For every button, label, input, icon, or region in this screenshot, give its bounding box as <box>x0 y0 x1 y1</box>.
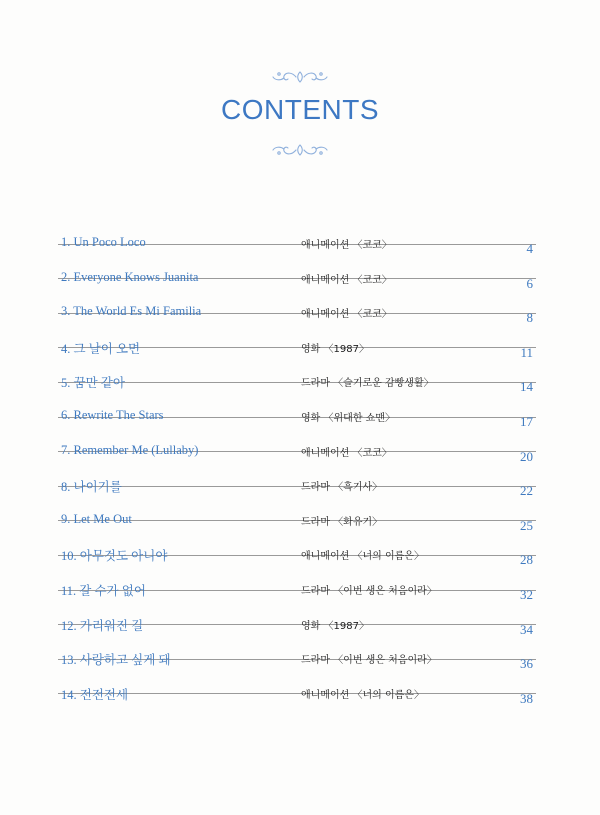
song-title: 2. Everyone Knows Juanita <box>61 269 199 284</box>
page-number: 20 <box>520 448 533 464</box>
toc-rule <box>58 693 536 694</box>
toc-entry[interactable] <box>58 330 536 365</box>
toc-entry[interactable] <box>58 537 536 572</box>
page-number: 22 <box>520 483 533 499</box>
song-source: 애니메이션 〈코코〉 <box>301 240 392 251</box>
toc-entry[interactable] <box>58 468 536 503</box>
toc-entry[interactable] <box>58 399 536 434</box>
song-title: 3. The World Es Mi Familia <box>61 304 202 319</box>
song-source: 애니메이션 〈코코〉 <box>301 447 392 459</box>
song-source: 영화 〈위대한 쇼맨〉 <box>301 412 395 424</box>
song-title: 9. Let Me Out <box>61 511 132 526</box>
song-title: 6. Rewrite The Stars <box>61 407 164 422</box>
song-source: 드라마 〈이번 생은 처음이라〉 <box>301 655 437 667</box>
page-title: CONTENTS <box>221 94 379 125</box>
toc-entry[interactable] <box>58 503 536 538</box>
toc-entry[interactable] <box>58 261 536 296</box>
song-title: 1. Un Poco Loco <box>61 235 146 249</box>
page-number: 11 <box>520 344 533 360</box>
toc-entry[interactable] <box>58 364 536 399</box>
page-number: 38 <box>520 690 533 706</box>
flourish-ornament-icon <box>270 69 330 85</box>
song-title: 13. 사랑하고 싶게 돼 <box>61 653 171 668</box>
table-of-contents <box>58 226 536 710</box>
page-number: 36 <box>520 656 533 672</box>
toc-entry[interactable] <box>58 572 536 607</box>
toc-entry[interactable] <box>58 607 536 642</box>
song-source: 드라마 〈이번 생은 처음이라〉 <box>301 585 437 597</box>
page-number: 4 <box>526 241 533 256</box>
page-number: 8 <box>526 310 533 326</box>
toc-rule <box>58 486 536 487</box>
page-number: 34 <box>520 621 533 637</box>
song-title: 5. 꿈만 같아 <box>61 376 125 391</box>
page-number: 6 <box>526 275 533 291</box>
page-number: 14 <box>520 379 533 395</box>
song-source: 애니메이션 〈너의 이름은〉 <box>301 689 424 701</box>
song-source: 영화 〈1987〉 <box>301 620 369 632</box>
song-source: 애니메이션 〈코코〉 <box>301 274 392 286</box>
toc-rule <box>58 382 536 383</box>
song-title: 10. 아무것도 아니야 <box>61 549 168 564</box>
toc-entry[interactable] <box>58 295 536 330</box>
page-number: 25 <box>520 517 533 533</box>
toc-entry[interactable] <box>58 676 536 711</box>
page-number: 28 <box>520 552 533 568</box>
song-title: 11. 갈 수가 없어 <box>61 583 146 598</box>
song-title: 14. 전전전세 <box>61 687 129 702</box>
page-number: 17 <box>520 413 533 429</box>
song-source: 영화 〈1987〉 <box>301 343 369 355</box>
song-source: 애니메이션 〈코코〉 <box>301 309 392 321</box>
song-title: 4. 그 날이 오면 <box>61 341 141 356</box>
song-source: 드라마 〈흑기사〉 <box>301 482 383 494</box>
toc-entry[interactable] <box>58 641 536 676</box>
song-source: 애니메이션 〈너의 이름은〉 <box>301 551 424 563</box>
song-title: 7. Remember Me (Lullaby) <box>61 442 199 457</box>
song-title: 12. 가리워진 길 <box>61 618 144 633</box>
toc-entry[interactable] <box>58 434 536 469</box>
page-number: 32 <box>520 586 533 602</box>
song-source: 드라마 〈화유기〉 <box>301 516 383 528</box>
song-source: 드라마 〈슬기로운 감빵생활〉 <box>301 378 434 390</box>
flourish-ornament-icon <box>270 142 330 158</box>
song-title: 8. 나이기를 <box>61 480 122 495</box>
toc-entry[interactable] <box>58 226 536 261</box>
